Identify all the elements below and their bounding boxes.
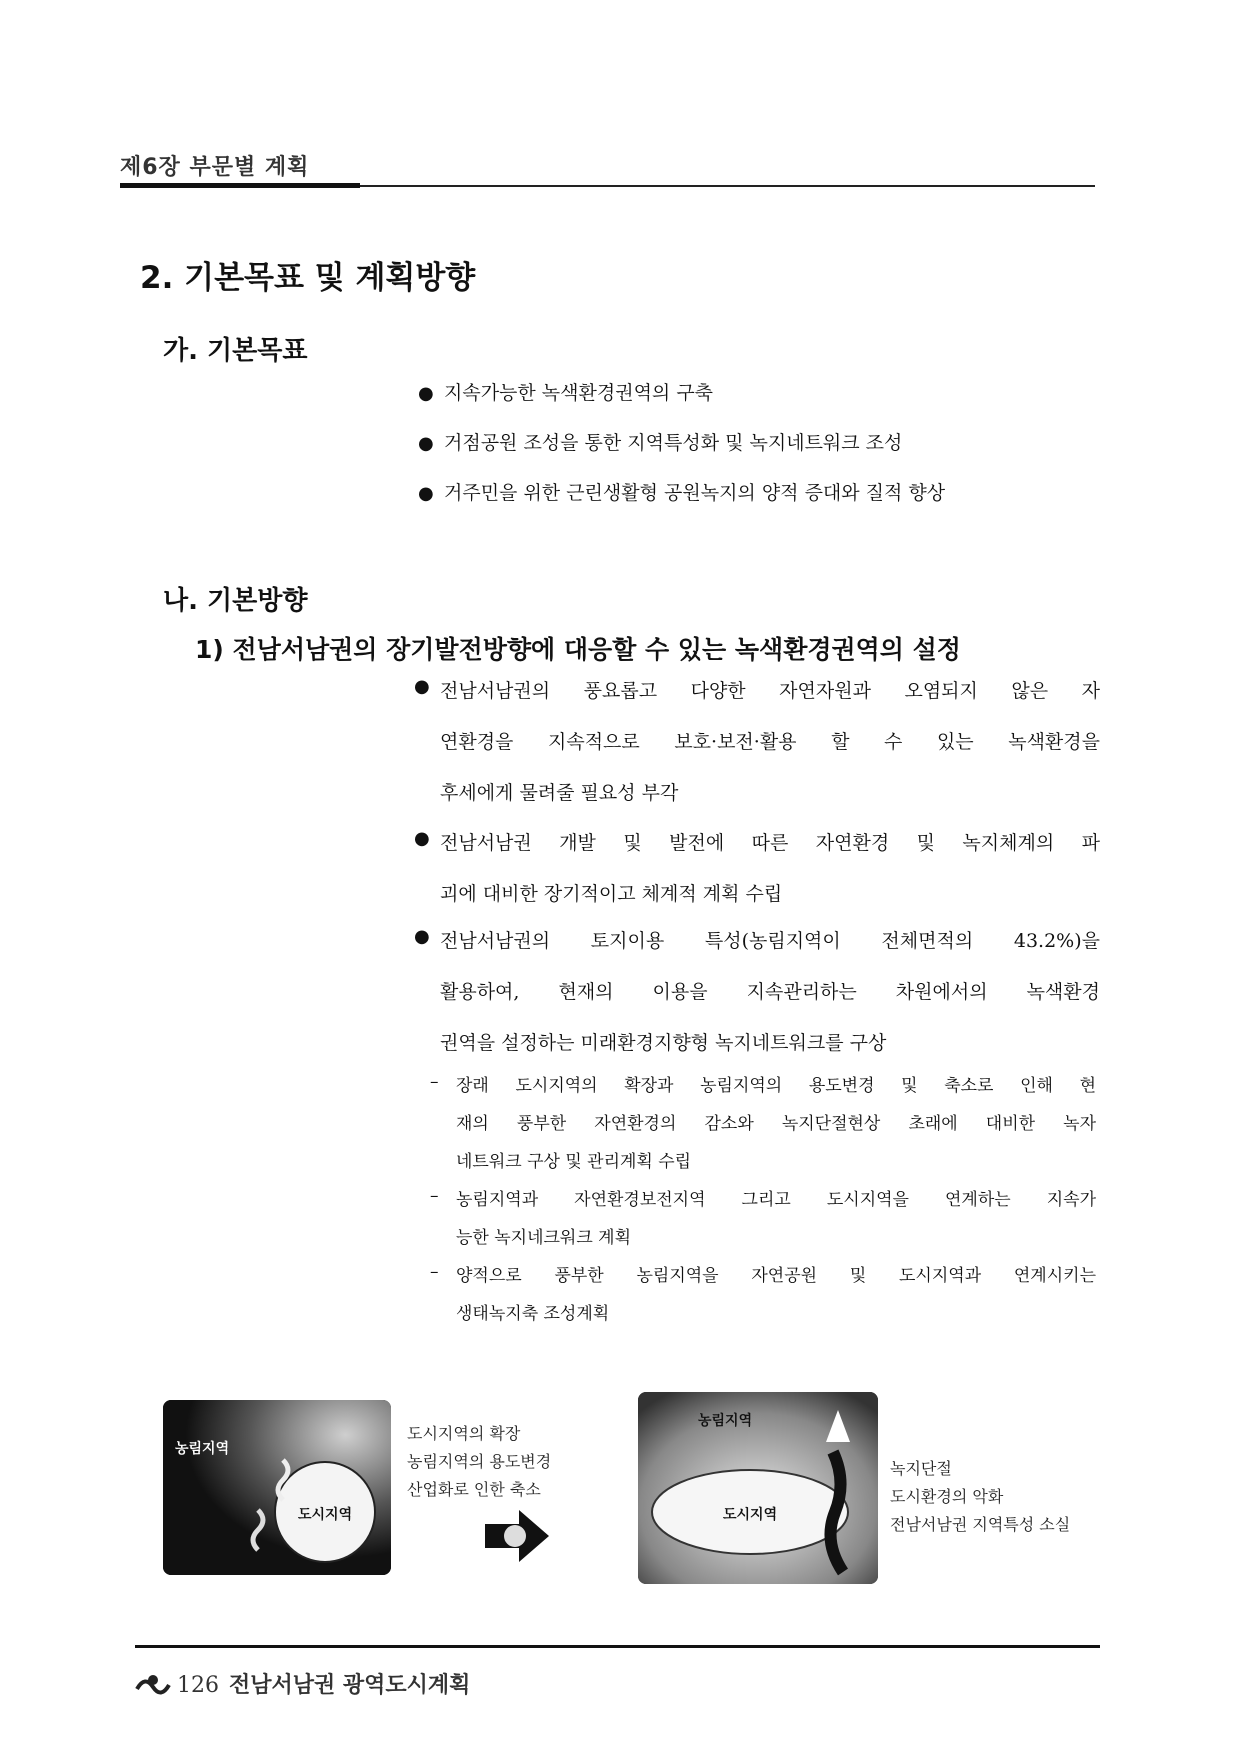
direction-subtitle: 1) 전남서남권의 장기발전방향에 대응할 수 있는 녹색환경권역의 설정 xyxy=(195,635,961,664)
footer-rule xyxy=(135,1645,1100,1648)
arrow-right-icon xyxy=(485,1510,551,1562)
dash-marker: – xyxy=(430,1072,439,1092)
bullet-icon: ● xyxy=(414,828,430,849)
page-footer xyxy=(135,1668,470,1699)
chapter-header: 제6장 부문별 계획 xyxy=(120,155,310,180)
goals-heading: 가. 기본목표 xyxy=(163,336,308,366)
bullet-icon: ● xyxy=(418,483,434,504)
goal-item: ● 거주민을 위한 근린생활형 공원녹지의 양적 증대와 질적 향상 xyxy=(418,478,945,528)
dash-marker: – xyxy=(430,1186,439,1206)
bullet-icon: ● xyxy=(418,433,434,454)
bullet-icon: ● xyxy=(414,926,430,947)
city-label: 도시지역 xyxy=(723,1507,778,1523)
farm-label: 농림지역 xyxy=(175,1441,230,1457)
book-title: 전남서남권 광역도시계획 xyxy=(229,1672,471,1698)
diagram-middle-text: 도시지역의 확장 농림지역의 용도변경 산업화로 인한 축소 xyxy=(407,1424,552,1499)
goal-item: ● 거점공원 조성을 통한 지역특성화 및 녹지네트워크 조성 xyxy=(418,428,945,478)
goals-list xyxy=(418,378,945,528)
diagram-before xyxy=(163,1400,391,1575)
direction-dash-2: – 농림지역과 자연환경보전지역 그리고 도시지역을 연계하는 지속가 능한 녹지네크워크 계획 xyxy=(430,1186,1096,1248)
city-label: 도시지역 xyxy=(298,1507,353,1523)
section-title: 2. 기본목표 및 계획방향 xyxy=(140,260,476,296)
header-rule-thin xyxy=(360,185,1095,187)
direction-bullet-1: ● 전남서남권의 풍요롭고 다양한 자연자원과 오염되지 않은 자 연환경을 지속적으로 보호·보전·활용 할 수 있는 녹색환경을 후세에게 물려줄 필요성 부각 xyxy=(414,676,1100,804)
direction-heading: 나. 기본방향 xyxy=(163,586,308,616)
diagram-before-graphic xyxy=(163,1400,391,1575)
header-rule xyxy=(120,183,360,188)
bullet-icon: ● xyxy=(414,676,430,697)
diagram-after xyxy=(638,1392,878,1584)
diagram-right-text: 녹지단절 도시환경의 악화 전남서남권 지역특성 소실 xyxy=(890,1459,1071,1534)
direction-dash-1: – 장래 도시지역의 확장과 농림지역의 용도변경 및 축소로 인해 현 재의 풍부한 자연환경의 감소와 녹지단절현상 초래에 대비한 녹자 네트워크 구상 및 관리계획 수립 xyxy=(430,1072,1096,1172)
farm-label: 농림지역 xyxy=(698,1413,753,1429)
bullet-icon: ● xyxy=(418,383,434,404)
diagram-after-graphic xyxy=(638,1392,878,1584)
goal-item: ● 지속가능한 녹색환경권역의 구축 xyxy=(418,378,945,428)
page-number: 126 xyxy=(177,1673,219,1698)
direction-dash-3: – 양적으로 풍부한 농림지역을 자연공원 및 도시지역과 연계시키는 생태녹지축 조성계획 xyxy=(430,1262,1096,1324)
direction-bullet-2: ● 전남서남권 개발 및 발전에 따른 자연환경 및 녹지체계의 파 괴에 대비한 장기적이고 체계적 계획 수립 xyxy=(414,828,1100,905)
logo-icon xyxy=(135,1673,171,1699)
direction-bullet-3: ● 전남서남권의 토지이용 특성(농림지역이 전체면적의 43.2%)을 활용하여, 현재의 이용을 지속관리하는 차원에서의 녹색환경 권역을 설정하는 미래환경지향형 녹지네트워크를 구상 xyxy=(414,926,1100,1054)
dash-marker: – xyxy=(430,1262,439,1282)
